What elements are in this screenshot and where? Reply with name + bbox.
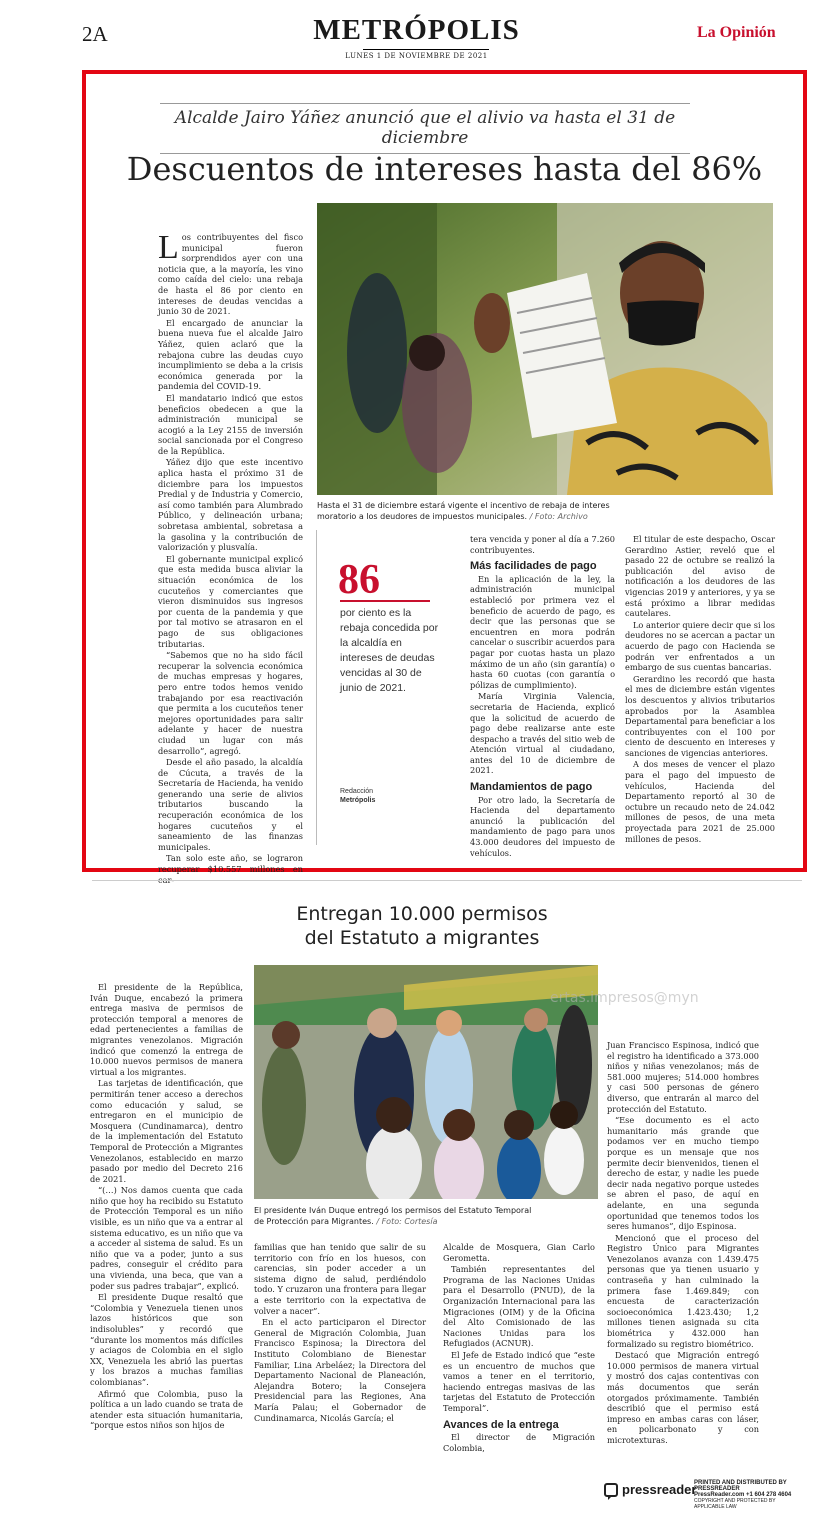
article1-headline: Descuentos de intereses hasta del 86%	[126, 150, 763, 188]
section-title: METRÓPOLIS	[313, 14, 520, 46]
photo-man-holding-document	[317, 203, 773, 495]
article1-kicker: Alcalde Jairo Yáñez anunció que el alivio va hasta el 31 de diciembre	[160, 103, 690, 154]
article2-col3: Alcalde de Mosquera, Gian Carlo Gerometta. También representantes del Programa de las Naciones Unidas para el Desarrollo (PNUD), de la Organización Internacional para las Migraciones (OIM) y de la Oficina del Alto Comisionado de las Naciones Unidas para los Refugiados (ACNUR). El Jefe de Estado indicó que “este es un encuentro de muchos que vamos a tener en el territorio, haciendo entregas masivas de las tarjetas del Estatuto de Protección Temporal”. Avances de la entrega El director de Migración Colombia,	[443, 1242, 595, 1453]
article2-col1: El presidente de la República, Iván Duque, encabezó la primera entrega masiva de permisos de protección temporal a menores de edad pertenecientes a familias de migrantes venezolanos. Migración indicó que comenzó la entrega de 10.000 nuevos permisos de manera virtual a los migrantes. Las tarjetas de identificación, que permitirán tener acceso a derechos como educación y salud, se entregaron en el municipio de Mosquera (Cundinamarca), dentro de la implementación del Estatuto Temporal de Protección a Migrantes Venezolanos, establecido en marzo pasado por medio del Decreto 216 de 2021. “(…) Nos damos cuenta que cada niño que hoy ha recibido su Estatuto de Protección Temporal es un niño visible, es un niño que va a entrar al sistema educativo, es un niño que va a acceder al sistema de salud. Es un niño que va a poder, junto a sus padres, conseguir el crédito para una vivienda, una beca, que van a poder sus padres trabajar”, explicó. El presidente Duque resaltó que “Colombia y Venezuela tienen unos lazos históricos que son indisolubles” y recordó que “durante los momentos más difíciles y aciagos de Colombia en el siglo XX, Venezuela les abrió las puertas y los brazos a muchas familias colombianas”. Afirmó que Colombia, puso la política a un lado cuando se trata de atender esta situación humanitaria, “porque estos niños son hijos de	[90, 982, 243, 1431]
article2-headline: Entregan 10.000 permisos del Estatuto a migrantes	[296, 903, 548, 949]
highlight-rule	[340, 600, 430, 602]
subhead-facilidades: Más facilidades de pago	[470, 560, 597, 573]
article1-col4: El titular de este despacho, Oscar Gerardino Astier, reveló que el pasado 22 de octubre se realizó la publicación del aviso de notificación a los deudores de las vigencias 2019 y anteriores, y ya se está próximo a librar medidas cautelares. Lo anterior quiere decir que si los deudores no se acercan a pactar un acuerdo de pago con Hacienda se podrán ver enfrentados a un embargo de sus cuentas bancarias. Gerardino les recordó que hasta el mes de diciembre están vigentes los descuentos y alivios tributarios aprobados por la Asamblea Departamental para beneficiar a los contribuyentes con el 100 por ciento de descuento en intereses y sanciones de vigencias anteriores. A dos meses de vencer el plazo para el pago del impuesto de vehículos, Hacienda del Departamento reportó al 30 de octubre un recaudo neto de 24.042 millones de pesos, de una meta proyectada para 2021 de 25.000 millones de pesos.	[625, 534, 775, 844]
article2-photo	[254, 965, 598, 1199]
subhead-avances: Avances de la entrega	[443, 1418, 559, 1431]
dateline: LUNES 1 DE NOVIEMBRE DE 2021	[345, 52, 488, 60]
article1-col1: Los contribuyentes del fisco municipal fueron sorprendidos ayer con una noticia que, a la mayoría, les vino como caída del cielo: una rebaja de hasta el 86 por ciento en intereses de deudas vencidas a junio 30 de 2021. El encargado de anunciar la buena nueva fue el alcalde Jairo Yáñez, quien aclaró que la rebajona cubre las deudas cuyo incumplimiento se deba a la crisis económica generada por la pandemia del COVID-19. El mandatario indicó que estos beneficios obedecen a que la administración municipal se acogió a la Ley 2155 de inversión social sancionada por el Congreso de la República. Yáñez dijo que este incentivo aplica hasta el próximo 31 de diciembre para los impuestos Predial y de Industria y Comercio, así como también para Alumbrado Público, y delineación urbana; sobretasa ambiental, sobretasa a la gasolina y la contribución de valorización y plusvalía. El gobernante municipal explicó que esta medida busca aliviar la situación económica de los cucuteños y comerciantes que vieron disminuidos sus ingresos por cuenta de la pandemia y que por tal motivo se atrasaron en el pago de sus obligaciones tributarias. “Sabemos que no ha sido fácil recuperar la solvencia económica de muchas empresas y hogares, pero entre todos hemos venido trabajando por esa reactivación que permita a los cucuteños tener mejores oportunidades para salir adelante y hacer de nuestra ciudad un lugar con más desarrollo”, agregó. Desde el año pasado, la alcaldía de Cúcuta, a través de la Secretaría de Hacienda, ha venido generando una serie de alivios tributarios buscando la recuperación económica de los hogares cucuteños y el saneamiento de las finanzas municipales. Tan solo este año, se lograron recuperar $10.557 millones en car-	[158, 229, 303, 885]
byline: Redacción Metrópolis	[340, 788, 376, 804]
pressreader-logo: pressreader	[604, 1482, 696, 1497]
article-separator	[92, 880, 802, 881]
watermark: ertas.impresos@myn	[550, 990, 699, 1006]
highlight-text: por ciento es la rebaja concedida por la alcaldía en intereses de deudas vencidas al 30 de junio de 2021.	[340, 607, 439, 694]
brand-logo: La Opinión	[697, 24, 776, 41]
highlight-number: 86	[338, 557, 380, 603]
dropcap: L	[158, 229, 179, 266]
article2-col2: familias que han tenido que salir de su territorio con frío en los huesos, con carencias, sin poder acceder a un sistema digno de salud, perdiéndolo todo. Y cruzaron una frontera para llegar a este territorio con la expectativa de volver a nacer”. En el acto participaron el Director General de Migración Colombia, Juan Francisco Espinosa; la Directora del Instituto Colombiano de Bienestar Familiar, Lina Arbeláez; la Directora del Departamento Nacional de Planeación, Alejandra Botero; la Consejera Presidencial para las Regiones, Ana María Palau; el Gobernador de Cundinamarca, Nicolás García; el	[254, 1242, 426, 1423]
header-rule	[363, 49, 489, 50]
page-number: 2A	[82, 22, 108, 46]
pressreader-icon	[604, 1483, 618, 1497]
article2-col4: Juan Francisco Espinosa, indicó que el registro ha identificado a 373.000 niños y niñas venezolanos; más de 581.000 mujeres; 514.000 hombres y casi 500 personas de género diverso, que entrarán al marco del protección del Estatuto. “Ese documento es el acto humanitario más grande que podamos ver en mucho tiempo porque es un mensaje que nos permite decir bienvenidos, tienen el derecho de estar, y nadie les puede decir nada negativo porque ustedes se abren el paso, de aquí en adelante, en una segunda oportunidad que tenemos todos los seres humanos”, dijo Espinosa. Mencionó que el proceso del Registro Único para Migrantes Venezolanos avanza con 1.439.475 personas que ya tienen usuario y contraseña y han culminado la primera fase 1.469.849; con encuesta de caracterización socioeconómica 1.423.430; 1,2 millones tienen asignada su cita biométrica y 432.000 han formalizado su registro biométrico. Destacó que Migración entregó 10.000 permisos de manera virtual y mostró dos cajas contentivas con más documentos que serán otorgados próximamente. También describió que el permiso está impreso en ambas caras con láser, en policarbonato y con microtexturas.	[607, 1040, 759, 1445]
article1-photo-caption: Hasta el 31 de diciembre estará vigente el incentivo de rebaja de interes moratorio a los deudores de impuestos municipales. / Foto: Archivo	[317, 501, 610, 521]
article2-photo-caption: El presidente Iván Duque entregó los permisos del Estatuto Temporal de Protección para Migrantes. / Foto: Cortesía	[254, 1206, 532, 1226]
pressreader-info: PRINTED AND DISTRIBUTED BY PRESSREADER PressReader.com +1 604 278 4604 COPYRIGHT AND PROTECTED BY APPLICABLE LAW	[694, 1480, 792, 1510]
column-divider	[316, 530, 317, 845]
photo-president-with-children	[254, 965, 598, 1199]
article1-photo	[317, 203, 773, 495]
article1-col3: tera vencida y poner al día a 7.260 contribuyentes. Más facilidades de pago En la aplicación de la ley, la administración municipal estableció por primera vez el beneficio de acuerdo de pago, es decir que las personas que se encuentren en mora podrán cancelar o suscribir acuerdos para pagar por cuotas hasta un plazo máximo de un año (sin garantía) o hasta 60 cuotas (con garantía o pólizas de cumplimiento). María Virginia Valencia, secretaria de Hacienda, explicó que la solicitud de acuerdo de pago debe realizarse ante este despacho a través del sitio web de Atención virtual al ciudadano, antes del 10 de diciembre de 2021. Mandamientos de pago Por otro lado, la Secretaría de Hacienda del departamento anunció la publicación del mandamiento de pago para unos 43.000 deudores del impuesto de vehículos.	[470, 534, 615, 858]
subhead-mandamientos: Mandamientos de pago	[470, 781, 593, 794]
